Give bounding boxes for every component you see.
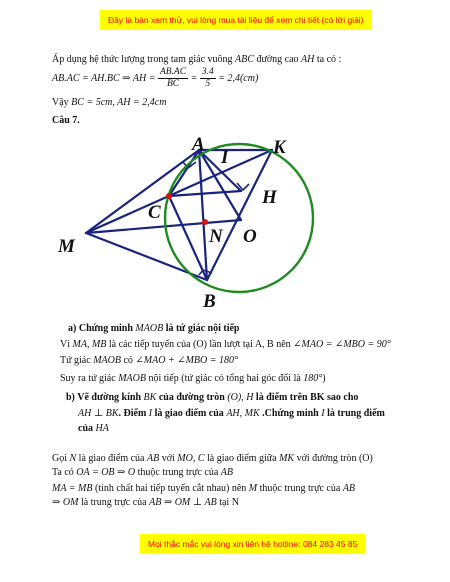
part-b-heading-1: b) Vẽ đường kính BK của đường tròn (O), H là điểm trên BK sao cho [66,392,359,403]
part-a-line-1: Vì MA, MB là các tiếp tuyến của (O) lần lượt tại A, B nên ∠MAO = ∠MBO = 90° [60,339,391,350]
part-a-line-2: Tứ giác MAOB có ∠MAO + ∠MBO = 180° [60,355,238,366]
solution-line-1: Gọi N là giao điểm của AB với MO, C là giao điểm giữa MK với đường tròn (O) [52,453,373,464]
part-b-heading-2: AH ⊥ BK. Điểm I là giao điểm của AH, MK .Chứng minh I là trung điểm [78,408,385,419]
formula-result: = 2,4(cm) [218,72,259,84]
part-b-heading-3: của HA [78,423,109,434]
solution-line-3: MA = MB (tính chất hai tiếp tuyến cắt nhau) nên M thuộc trung trực của AB [52,483,356,494]
diameter-bk [207,150,272,280]
solution-line-4: ⇒ OM là trung trực của AB ⇒ OM ⊥ AB tại N [52,497,239,508]
solution-line-2: Ta có OA = OB ⇒ O thuộc trung trực của AB [52,467,234,478]
conclusion-value: BC = 5cm, AH = 2,4cm [71,97,167,108]
tangent-ma [86,150,199,233]
formula-line: AB.AC = AH.BC ⇒ AH = $\frac{AB.AC}{BC}$ = $\frac{3.4}{5}$ = 2,4(cm) [52,67,259,89]
label-k: K [273,137,286,158]
label-m: M [58,236,75,257]
point-n [202,219,208,225]
label-i: I [221,147,229,168]
intro-post: ta có : [316,54,342,65]
label-h: H [262,187,277,208]
question-title: Câu 7. [52,115,80,126]
label-o: O [243,226,257,247]
intro-mid: đường cao [256,54,299,65]
part-a-heading: a) Chứng minh MAOB là tứ giác nội tiếp [68,323,240,334]
fraction-2: $\frac{3.4}{5}$ [201,67,214,89]
label-a: A [192,134,205,155]
segment-ab [199,150,207,280]
part-a-line-3: Suy ra tứ giác MAOB nội tiếp (tứ giác có tổng hai góc đối là 180°) [60,373,326,384]
triangle-name: ABC [235,54,254,65]
altitude-name: AH [301,54,315,65]
label-c: C [148,202,161,223]
conclusion-line: Vậy BC = 5cm, AH = 2,4cm [52,97,167,108]
fraction-1: $\frac{AB.AC}{BC}$ [159,67,187,89]
hotline-banner: Mọi thắc mắc vui lòng xin liên hệ hotline: 084 283 45 85 [140,534,365,554]
label-n: N [209,226,223,247]
intro-text: Áp dụng hệ thức lượng trong tam giác vuông [52,54,233,65]
point-c [166,193,172,199]
preview-banner: Đây là bản xem thử, vui lòng mua tài liệu để xem chi tiết (có lời giải) [100,10,372,30]
label-b: B [203,291,216,312]
formula-left: AB.AC = AH.BC ⇒ AH = [52,72,156,84]
